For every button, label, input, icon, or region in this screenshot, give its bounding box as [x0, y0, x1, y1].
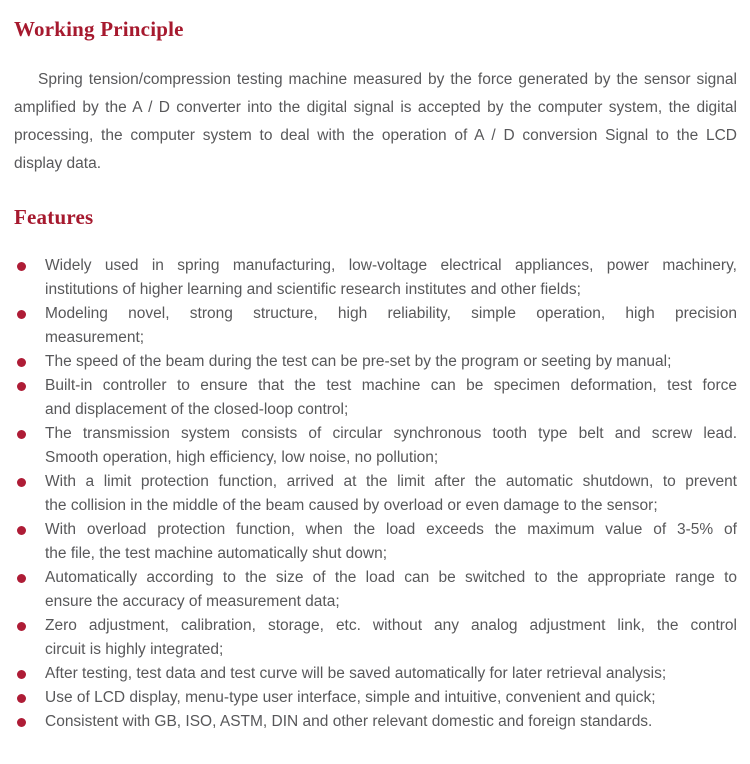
feature-line: Modeling novel, strong structure, high reliability, simple operation, high precision	[45, 305, 737, 322]
feature-item-text	[45, 566, 737, 614]
bullet-cell	[14, 686, 45, 710]
feature-line: Automatically according to the size of the load can be switched to the appropriate range to	[45, 569, 737, 586]
feature-item-text	[45, 710, 737, 734]
features-heading: Features	[14, 205, 94, 229]
feature-item	[14, 662, 737, 686]
feature-item	[14, 374, 737, 422]
paragraph-line: display data.	[14, 155, 102, 172]
feature-item	[14, 254, 737, 302]
features-list	[14, 254, 737, 734]
bullet-icon	[17, 310, 26, 319]
feature-item	[14, 518, 737, 566]
paragraph-line: Spring tension/compression testing machine measured by the force generated by the sensor signal	[38, 71, 737, 88]
feature-line: After testing, test data and test curve will be saved automatically for later retrieval analysis;	[45, 665, 667, 682]
bullet-cell	[14, 422, 45, 470]
feature-item-text	[45, 614, 737, 662]
bullet-cell	[14, 470, 45, 518]
feature-item	[14, 566, 737, 614]
bullet-cell	[14, 374, 45, 422]
feature-item-text	[45, 374, 737, 422]
feature-item-text	[45, 518, 737, 566]
feature-line: Zero adjustment, calibration, storage, etc. without any analog adjustment link, the control	[45, 617, 737, 634]
feature-item	[14, 422, 737, 470]
feature-item	[14, 302, 737, 350]
feature-item	[14, 470, 737, 518]
feature-item-text	[45, 302, 737, 350]
bullet-cell	[14, 710, 45, 734]
feature-line: Use of LCD display, menu-type user interface, simple and intuitive, convenient and quick;	[45, 689, 656, 706]
feature-line: circuit is highly integrated;	[45, 641, 224, 658]
feature-item-text	[45, 470, 737, 518]
feature-line: institutions of higher learning and scientific research institutes and other fields;	[45, 281, 581, 298]
feature-line: Widely used in spring manufacturing, low-voltage electrical appliances, power machinery,	[45, 257, 737, 274]
bullet-icon	[17, 478, 26, 487]
feature-item-text	[45, 662, 737, 686]
bullet-icon	[17, 526, 26, 535]
feature-line: Consistent with GB, ISO, ASTM, DIN and other relevant domestic and foreign standards.	[45, 713, 653, 730]
bullet-icon	[17, 382, 26, 391]
bullet-icon	[17, 694, 26, 703]
bullet-icon	[17, 718, 26, 727]
working-principle-paragraph	[14, 66, 737, 178]
feature-item	[14, 350, 737, 374]
bullet-icon	[17, 622, 26, 631]
bullet-cell	[14, 302, 45, 350]
bullet-icon	[17, 574, 26, 583]
feature-line: With overload protection function, when the load exceeds the maximum value of 3-5% of	[45, 521, 737, 538]
feature-item-text	[45, 422, 737, 470]
feature-line: the collision in the middle of the beam caused by overload or even damage to the sensor;	[45, 497, 658, 514]
feature-line: the file, the test machine automatically shut down;	[45, 545, 388, 562]
bullet-icon	[17, 670, 26, 679]
bullet-cell	[14, 518, 45, 566]
bullet-icon	[17, 358, 26, 367]
paragraph-line: processing, the computer system to deal with the operation of A / D conversion Signal to the LCD	[14, 127, 737, 144]
bullet-cell	[14, 254, 45, 302]
feature-line: Smooth operation, high efficiency, low noise, no pollution;	[45, 449, 439, 466]
feature-item	[14, 686, 737, 710]
bullet-cell	[14, 662, 45, 686]
working-principle-heading: Working Principle	[14, 17, 184, 41]
bullet-cell	[14, 614, 45, 662]
feature-line: Built-in controller to ensure that the test machine can be specimen deformation, test force	[45, 377, 737, 394]
feature-line: measurement;	[45, 329, 145, 346]
feature-item-text	[45, 686, 737, 710]
bullet-cell	[14, 350, 45, 374]
paragraph-line: amplified by the A / D converter into the digital signal is accepted by the computer system, the digital	[14, 99, 737, 116]
feature-item-text	[45, 254, 737, 302]
feature-line: With a limit protection function, arrived at the limit after the automatic shutdown, to prevent	[45, 473, 737, 490]
bullet-cell	[14, 566, 45, 614]
feature-item-text	[45, 350, 737, 374]
feature-item	[14, 710, 737, 734]
feature-line: and displacement of the closed-loop control;	[45, 401, 349, 418]
feature-item	[14, 614, 737, 662]
bullet-icon	[17, 430, 26, 439]
feature-line: The speed of the beam during the test can be pre-set by the program or seeting by manual;	[45, 353, 672, 370]
bullet-icon	[17, 262, 26, 271]
feature-line: The transmission system consists of circular synchronous tooth type belt and screw lead.	[45, 425, 737, 442]
feature-line: ensure the accuracy of measurement data;	[45, 593, 340, 610]
